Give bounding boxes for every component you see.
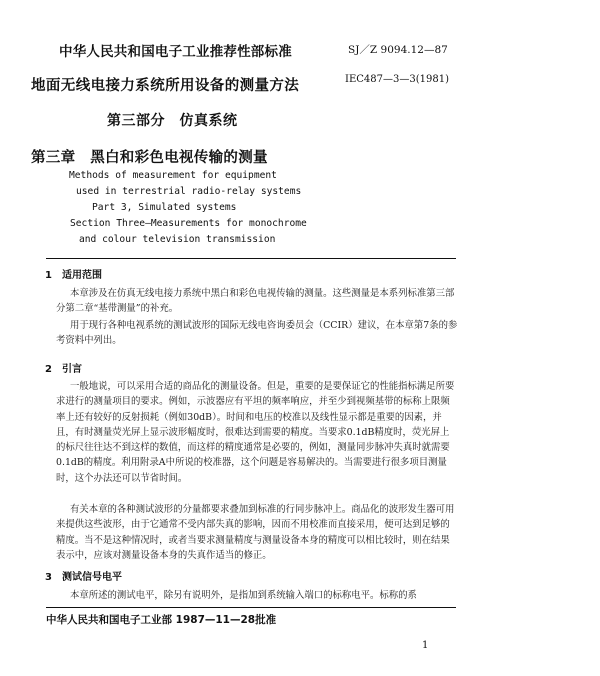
section-1-heading: 1 适用范围 [45, 270, 102, 281]
standard-code: SJ／Z 9094.12—87 [348, 44, 448, 56]
section-3-paragraph-1: 本章所述的测试电平，除另有说明外，是指加到系统输入端口的标称电平。标称的系 [70, 590, 417, 601]
chapter-title: 第三章 黑白和彩色电视传输的测量 [31, 150, 268, 166]
english-title-line-3: Part 3, Simulated systems [92, 202, 237, 213]
section-2-heading: 2 引言 [45, 364, 82, 375]
section-1-paragraph-2: 用于现行各种电视系统的测试波形的国际无线电咨询委员会（CCIR）建议，在本章第7条的参考资料中列出。 [56, 320, 458, 347]
section-3-heading: 3 测试信号电平 [45, 572, 122, 583]
header-divider [46, 258, 456, 259]
english-title-line-4: Section Three—Measurements for monochrome [70, 218, 307, 229]
issuer-title: 中华人民共和国电子工业推荐性部标准 [59, 44, 292, 60]
english-title-line-2: used in terrestrial radio-relay systems [76, 186, 302, 197]
part-title: 第三部分 仿真系统 [107, 113, 238, 129]
english-title-line-5: and colour television transmission [79, 234, 276, 245]
approval-line: 中华人民共和国电子工业部 1987—11—28批准 [46, 614, 277, 626]
section-1-paragraph-1: 本章涉及在仿真无线电接力系统中黑白和彩色电视传输的测量。这些测量是本系列标准第三部分第二章“基带测量”的补充。 [56, 288, 455, 315]
footer-divider [46, 607, 456, 608]
page-number: 1 [422, 640, 429, 651]
document-title: 地面无线电接力系统所用设备的测量方法 [31, 78, 300, 94]
english-title-line-1: Methods of measurement for equipment [69, 170, 277, 181]
section-2-paragraph-1: 一般地说，可以采用合适的商品化的测量设备。但是，重要的是要保证它的性能指标满足所要求进行的测量项目的要求。例如，示波器应有平坦的频率响应，并至少到视频基带的标称上限频率上还有较好的反射损耗（例如30dB）。时间和电压的校准以及线性显示都是重要的因素，并且，有时测量荧光屏上显示波形幅度时，很难达到需要的精度。当要求0.1dB精度时，荧光屏上的标尺往往达不到这样的数值，而这样的精度通常是必要的，例如，测量同步脉冲失真时就需要0.1dB的精度。利用附录A中所说的校准器，这个问题是容易解决的。当需要进行很多项目测量时，这个办法还可以节省时间。 [56, 381, 455, 484]
section-2-paragraph-2: 有关本章的各种测试波形的分量都要求叠加到标准的行同步脉冲上。商品化的波形发生器可用来提供这些波形，由于它通常不受内部失真的影响，因而不用校准而直接采用，便可达到足够的精度。当不是这种情况时，或者当要求测量精度与测量设备本身的精度可以相比较时，则在结果表示中，应该对测量设备本身的失真作适当的修正。 [56, 504, 455, 561]
iec-reference: IEC487—3—3(1981) [345, 74, 449, 85]
